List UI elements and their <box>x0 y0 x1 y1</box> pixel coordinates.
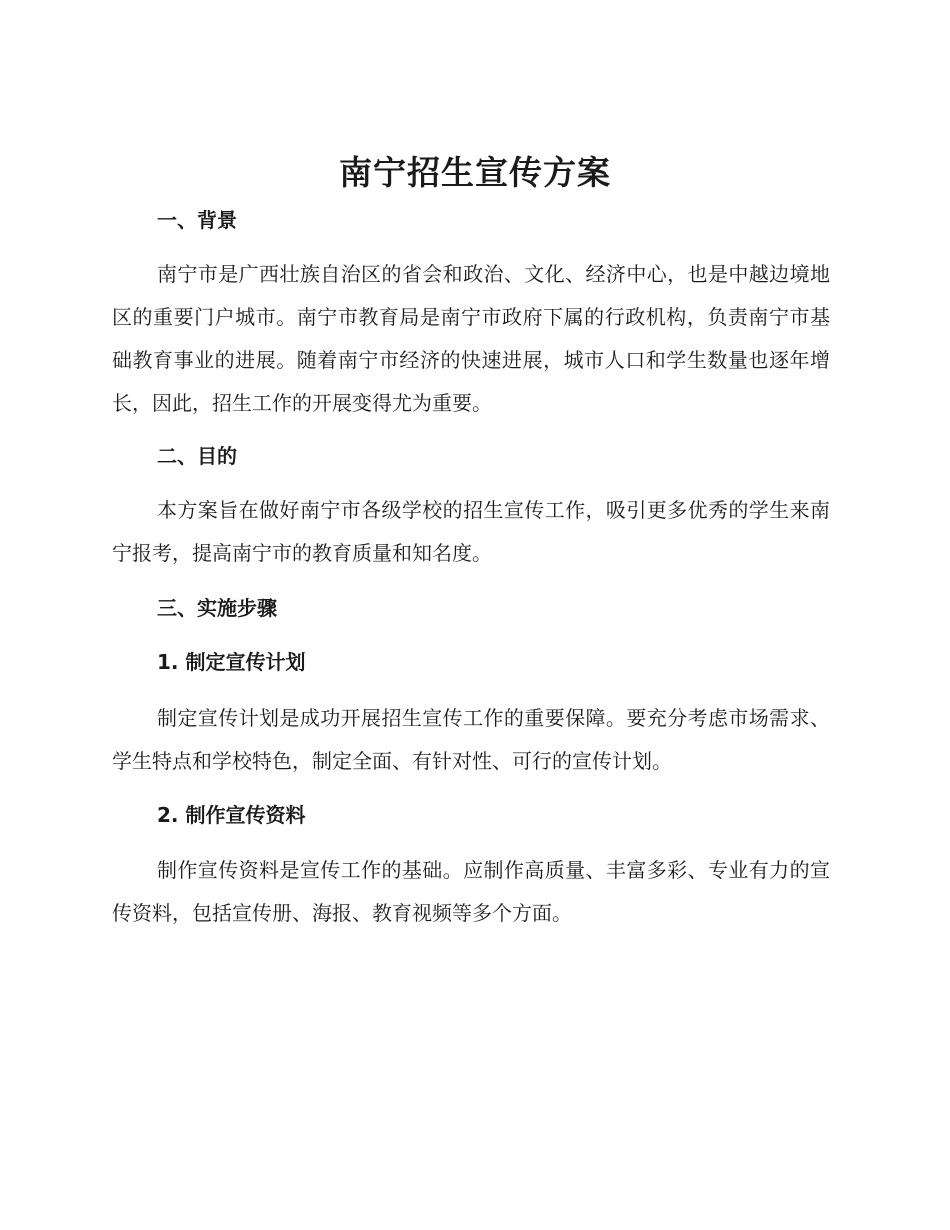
step-heading-plan: 1. 制定宣传计划 <box>157 650 306 674</box>
section-paragraph-purpose: 本方案旨在做好南宁市各级学校的招生宣传工作，吸引更多优秀的学生来南宁报考，提高南宁市的教育质量和知名度。 <box>112 498 830 565</box>
section-heading-purpose: 二、目的 <box>157 444 237 468</box>
section-heading-steps: 三、实施步骤 <box>157 596 277 620</box>
step-paragraph-plan: 制定宣传计划是成功开展招生宣传工作的重要保障。要充分考虑市场需求、学生特点和学校特色，制定全面、有针对性、可行的宣传计划。 <box>112 706 830 773</box>
section-heading-background: 一、背景 <box>157 208 237 232</box>
step-paragraph-materials: 制作宣传资料是宣传工作的基础。应制作高质量、丰富多彩、专业有力的宣传资料，包括宣传册、海报、教育视频等多个方面。 <box>112 858 830 925</box>
document-title: 南宁招生宣传方案 <box>339 153 611 192</box>
section-paragraph-background: 南宁市是广西壮族自治区的省会和政治、文化、经济中心，也是中越边境地区的重要门户城市。南宁市教育局是南宁市政府下属的行政机构，负责南宁市基础教育事业的进展。随着南宁市经济的快速进展，城市人口和学生数量也逐年增长，因此，招生工作的开展变得尤为重要。 <box>112 262 830 415</box>
step-heading-materials: 2. 制作宣传资料 <box>157 803 306 827</box>
